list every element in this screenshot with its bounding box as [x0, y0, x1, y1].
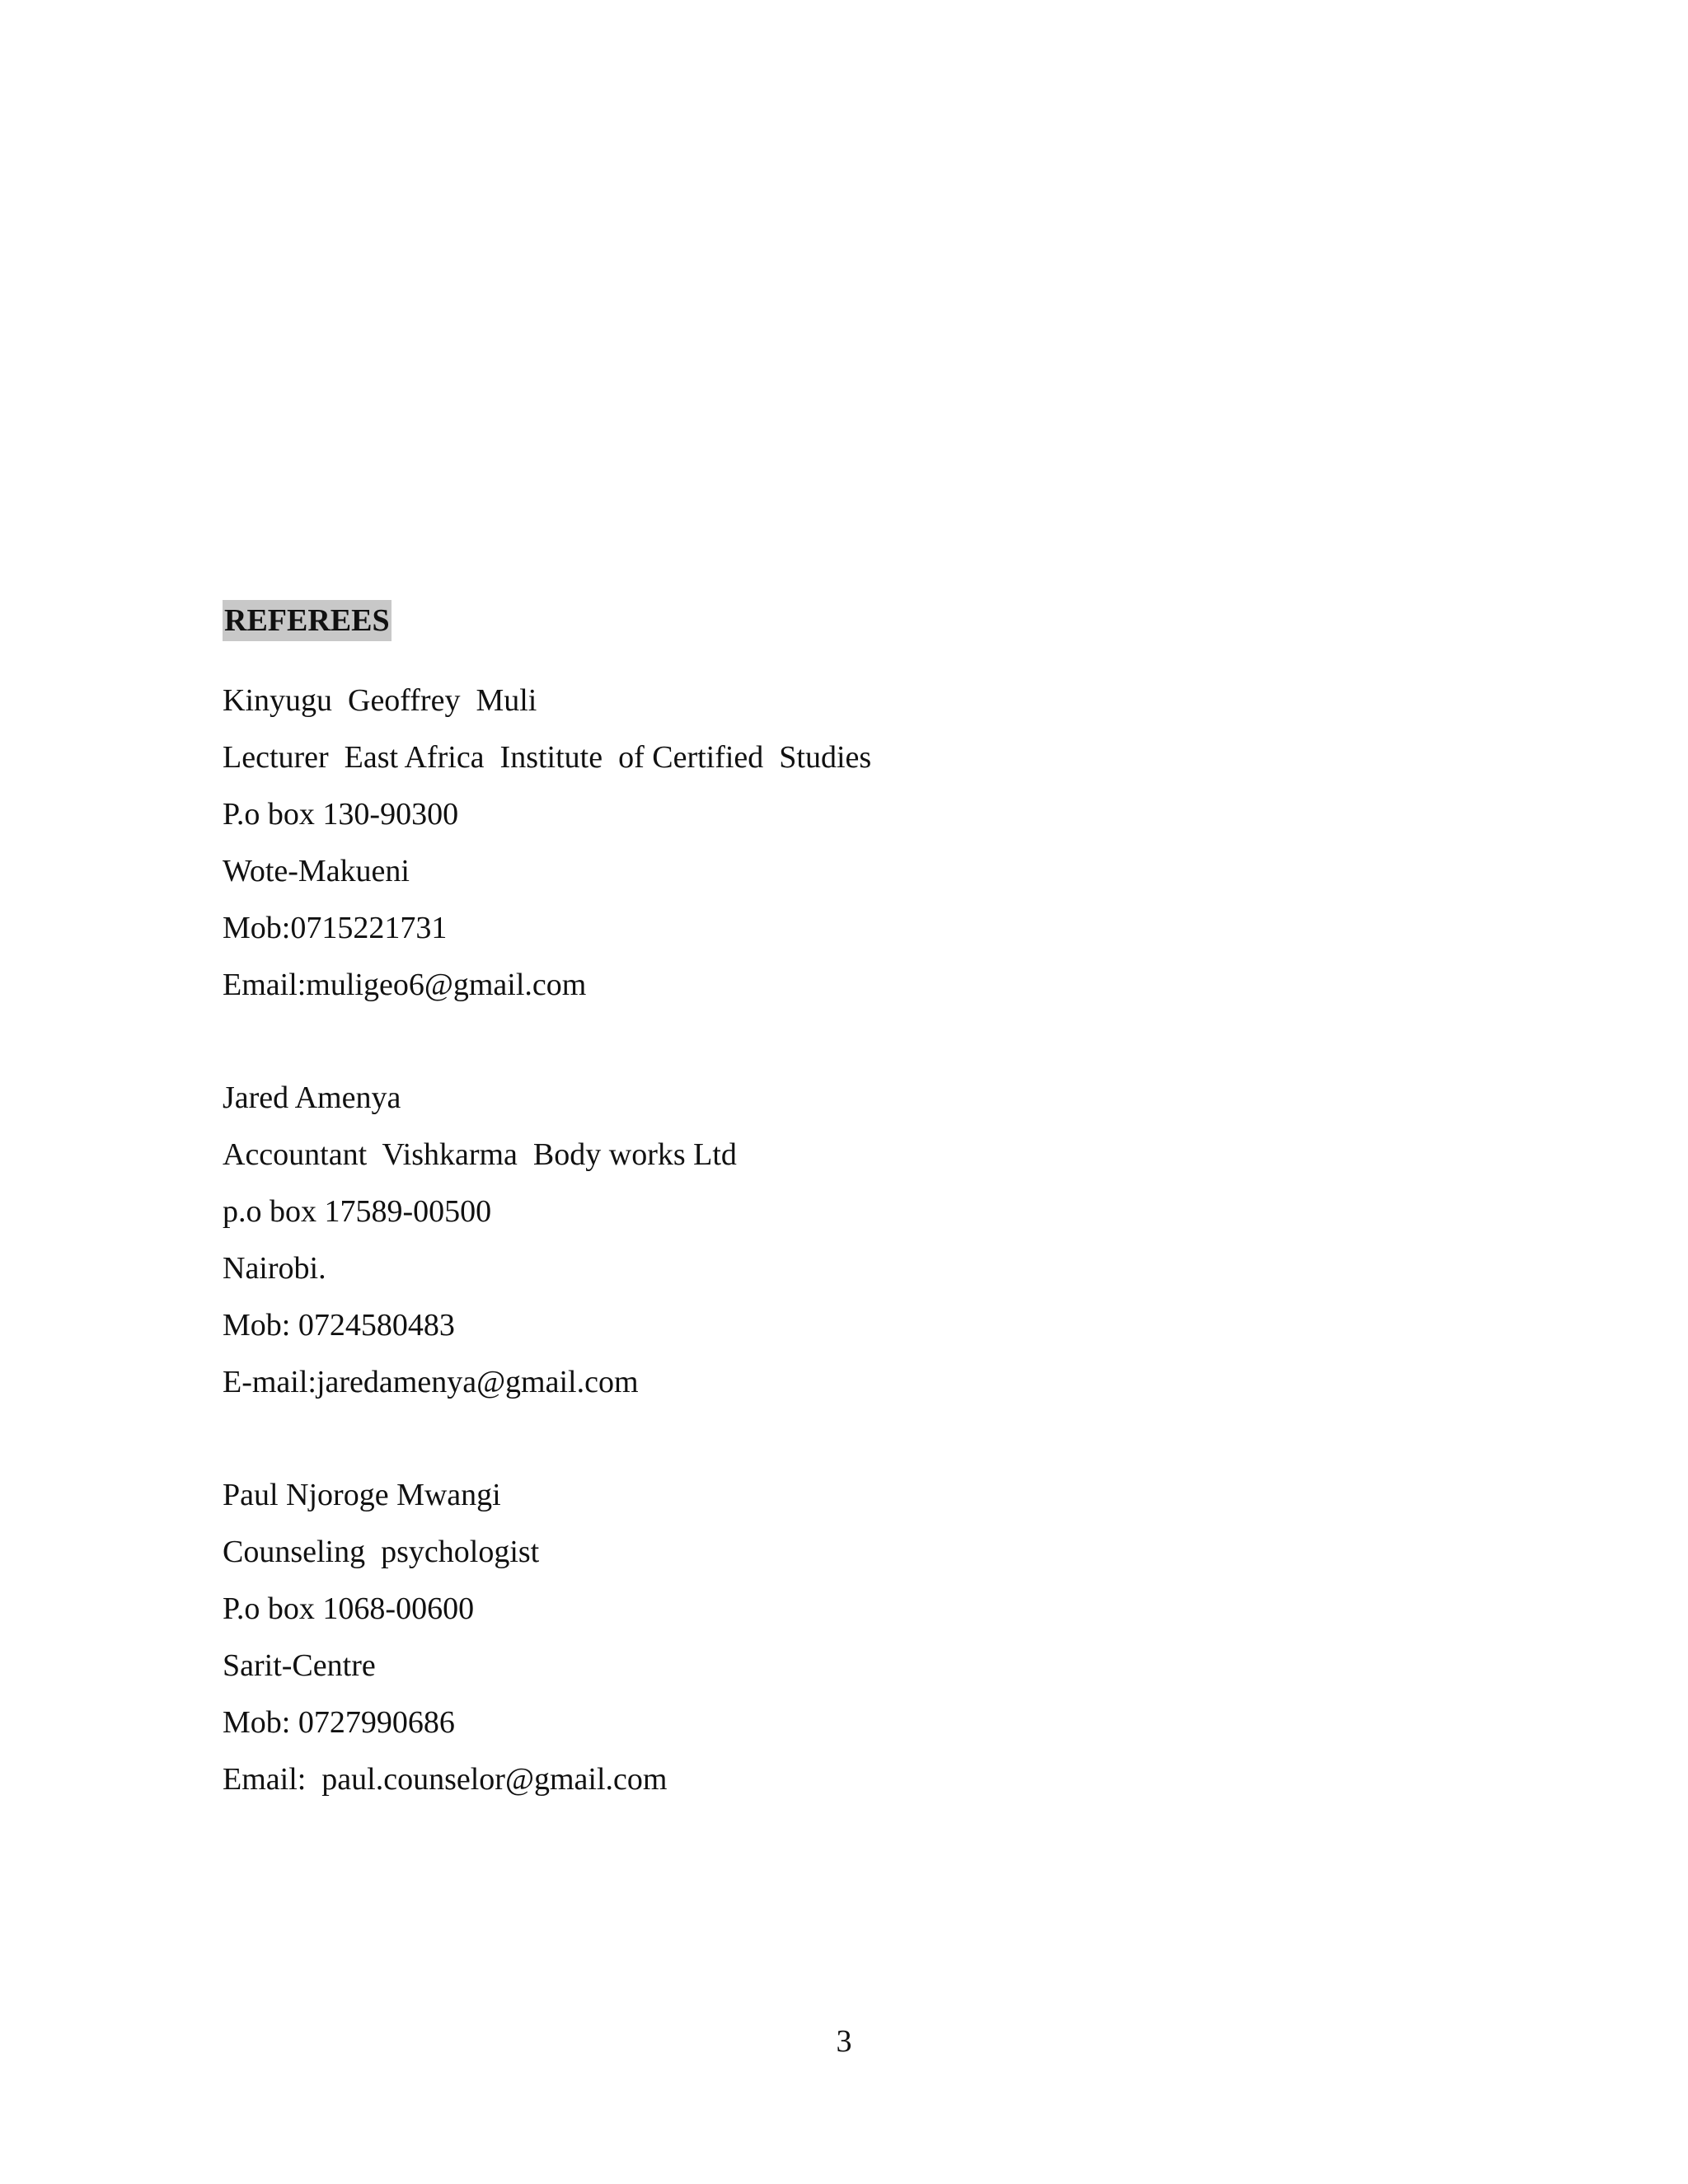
referee-email: Email:muligeo6@gmail.com — [223, 968, 587, 1002]
referee-name: Jared Amenya — [223, 1080, 401, 1115]
referee-email: E-mail:jaredamenya@gmail.com — [223, 1365, 639, 1399]
referee-address: P.o box 130-90300 — [223, 797, 459, 832]
referee-name: Kinyugu Geoffrey Muli — [223, 683, 537, 718]
referee-name: Paul Njoroge Mwangi — [223, 1478, 501, 1512]
referee-entry-2 — [223, 1070, 1459, 1411]
referee-title: Lecturer East Africa Institute of Certified Studies — [223, 740, 872, 775]
referee-entry-1 — [223, 673, 1459, 1014]
referee-email: Email: paul.counselor@gmail.com — [223, 1762, 668, 1797]
page-number: 3 — [836, 2024, 852, 2059]
referee-location: Sarit-Centre — [223, 1648, 376, 1683]
referee-address: P.o box 1068-00600 — [223, 1591, 475, 1626]
referee-entry-3 — [223, 1467, 1459, 1808]
referee-phone: Mob: 0727990686 — [223, 1705, 455, 1740]
section-heading: REFEREES — [223, 600, 392, 641]
referee-location: Wote-Makueni — [223, 854, 410, 888]
referee-location: Nairobi. — [223, 1251, 326, 1286]
referee-title: Accountant Vishkarma Body works Ltd — [223, 1137, 737, 1172]
referee-phone: Mob: 0724580483 — [223, 1308, 455, 1343]
referees-section — [223, 600, 1459, 1864]
referee-title: Counseling psychologist — [223, 1535, 540, 1569]
referee-phone: Mob:0715221731 — [223, 911, 448, 945]
referee-address: p.o box 17589-00500 — [223, 1194, 492, 1229]
